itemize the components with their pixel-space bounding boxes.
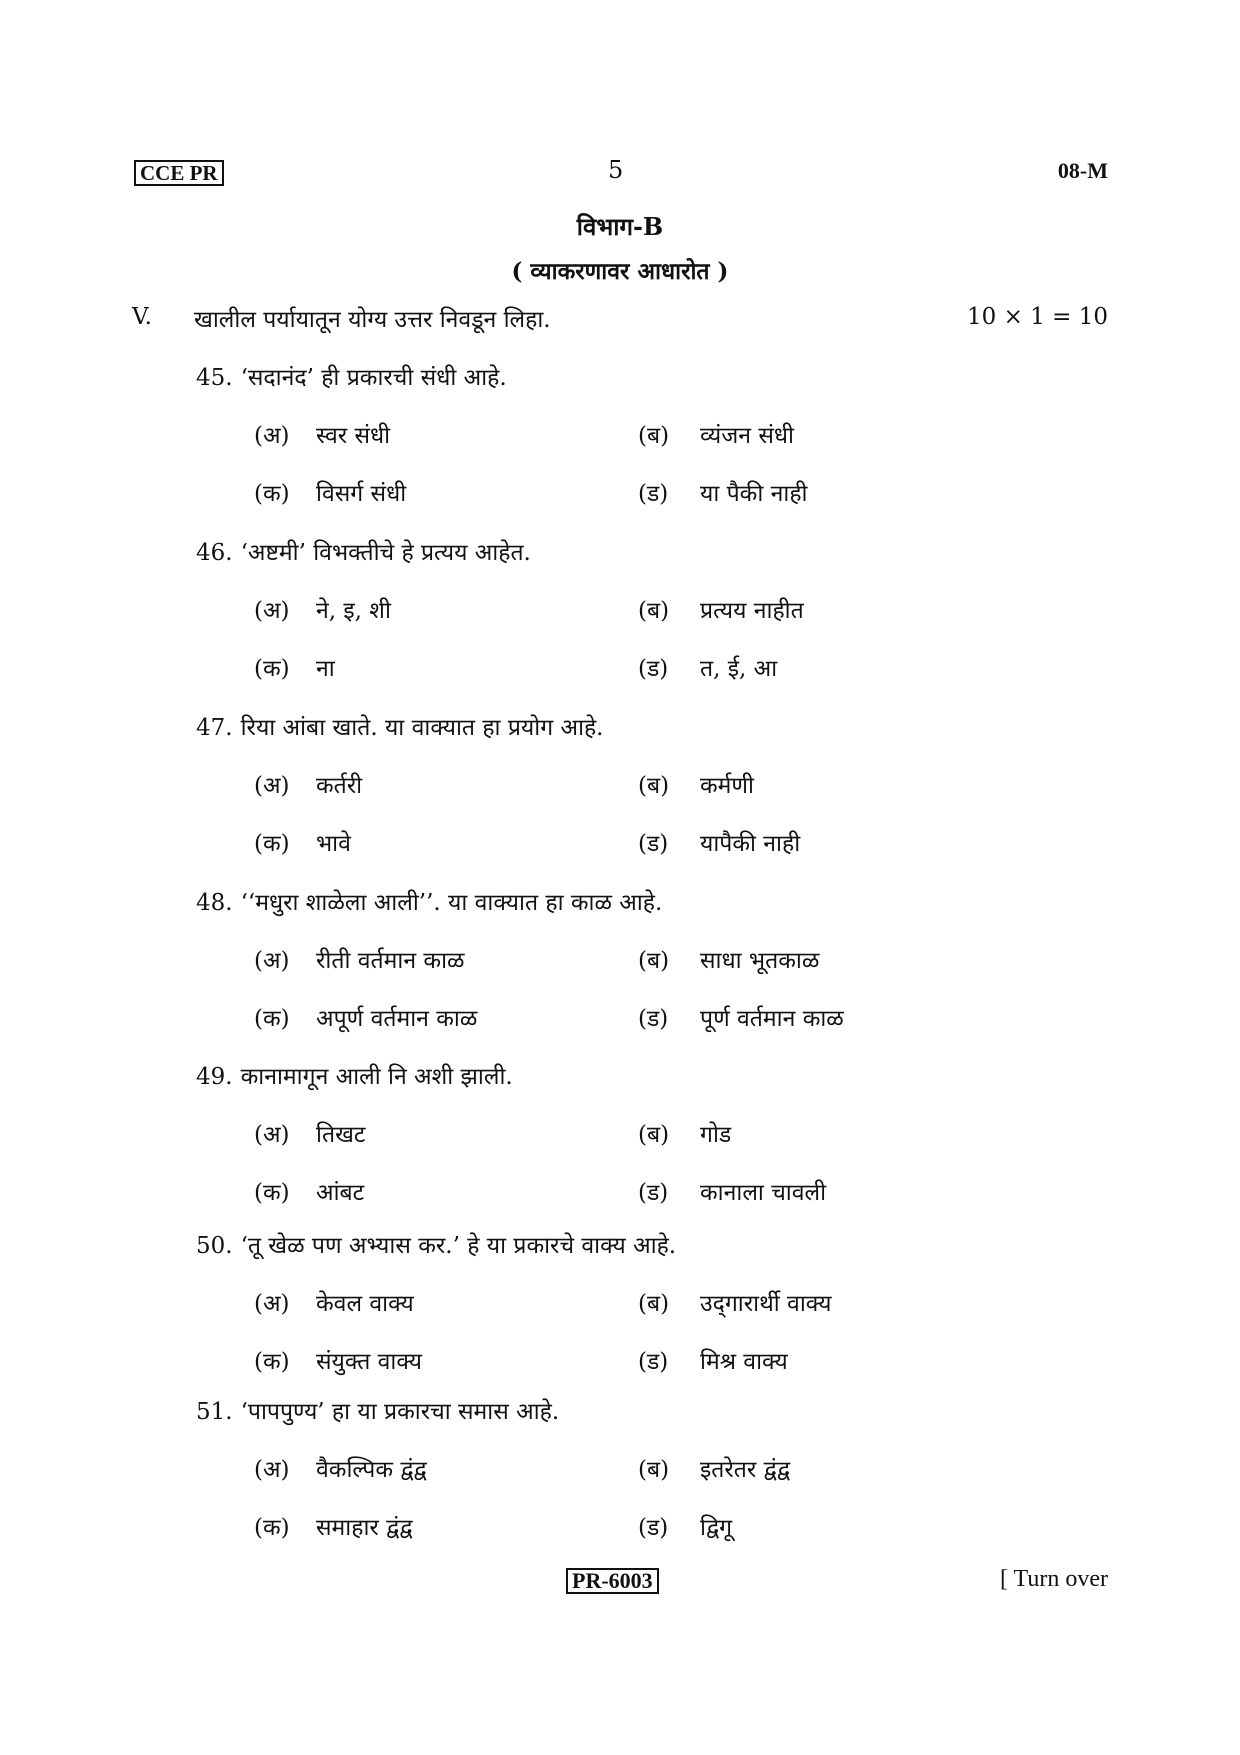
option-label: (ड) — [638, 481, 669, 507]
question-50 — [0, 1228, 1240, 1398]
option-text: द्विगू — [700, 1515, 733, 1541]
option-a — [254, 1452, 427, 1484]
option-label: (अ) — [254, 948, 290, 974]
option-label: (ड) — [638, 1006, 669, 1032]
option-c — [254, 1344, 422, 1376]
option-text: विसर्ग संधी — [316, 481, 407, 507]
option-c — [254, 651, 335, 683]
question-49 — [0, 1059, 1240, 1229]
option-text: भावे — [316, 831, 351, 857]
option-b — [638, 943, 819, 975]
option-d — [638, 1510, 732, 1542]
option-c — [254, 476, 406, 508]
option-c — [254, 1001, 477, 1033]
question-48 — [0, 885, 1240, 1055]
option-label: (अ) — [254, 1291, 290, 1317]
option-text: तिखट — [316, 1122, 366, 1148]
option-text: कर्मणी — [700, 773, 755, 799]
option-label: (ब) — [638, 1457, 670, 1483]
option-label: (ड) — [638, 1180, 669, 1206]
option-text: यापैकी नाही — [700, 831, 801, 857]
option-text: ने, इ, शी — [316, 598, 391, 624]
option-text: वैकल्पिक द्वंद्व — [316, 1457, 427, 1483]
option-label: (ब) — [638, 423, 670, 449]
option-d — [638, 1001, 844, 1033]
header-right-code: 08-M — [1057, 158, 1108, 183]
option-text: व्यंजन संधी — [700, 423, 794, 449]
option-label: (अ) — [254, 773, 290, 799]
question-number: 48. — [196, 890, 233, 916]
option-label: (अ) — [254, 598, 290, 624]
section-title: विभाग-B — [576, 212, 664, 241]
question-46 — [0, 535, 1240, 705]
option-label: (अ) — [254, 1122, 290, 1148]
option-c — [254, 826, 351, 858]
question-45 — [0, 360, 1240, 530]
section-subtitle: ( व्याकरणावर आधारोत ) — [511, 258, 729, 285]
option-a — [254, 1117, 365, 1149]
option-label: (ड) — [638, 1349, 669, 1375]
question-text: ‘पापपुण्य’ हा या प्रकारचा समास आहे. — [240, 1399, 560, 1425]
option-text: केवल वाक्य — [316, 1291, 414, 1317]
option-b — [638, 1286, 831, 1318]
option-b — [638, 1452, 790, 1484]
option-label: (क) — [254, 656, 290, 682]
option-label: (क) — [254, 831, 290, 857]
option-text: साधा भूतकाळ — [700, 948, 820, 974]
option-label: (ब) — [638, 773, 670, 799]
option-d — [638, 476, 808, 508]
option-a — [254, 418, 390, 450]
option-label: (ब) — [638, 1291, 670, 1317]
question-text: ‘सदानंद’ ही प्रकारची संधी आहे. — [240, 365, 507, 391]
option-label: (ब) — [638, 598, 670, 624]
option-label: (क) — [254, 1515, 290, 1541]
option-d — [638, 1175, 826, 1207]
option-a — [254, 943, 465, 975]
part-instruction: खालील पर्यायातून योग्य उत्तर निवडून लिहा. — [194, 307, 551, 333]
question-text: रिया आंबा खाते. या वाक्यात हा प्रयोग आहे. — [240, 715, 604, 741]
option-text: मिश्र वाक्य — [700, 1349, 788, 1375]
option-c — [254, 1175, 364, 1207]
option-text: या पैकी नाही — [700, 481, 808, 507]
option-text: पूर्ण वर्तमान काळ — [700, 1006, 844, 1032]
option-text: उद्‌गारार्थी वाक्य — [700, 1291, 832, 1317]
option-text: संयुक्त वाक्य — [316, 1349, 423, 1375]
part-roman-numeral: V. — [132, 304, 152, 330]
option-label: (क) — [254, 1349, 290, 1375]
question-number: 46. — [196, 540, 233, 566]
footer-paper-code: PR-6003 — [566, 1568, 659, 1594]
question-stem — [196, 710, 604, 742]
option-text: त, ई, आ — [700, 656, 778, 682]
question-number: 50. — [196, 1233, 233, 1259]
option-text: रीती वर्तमान काळ — [316, 948, 465, 974]
option-a — [254, 1286, 414, 1318]
option-text: समाहार द्वंद्व — [316, 1515, 413, 1541]
option-b — [638, 768, 754, 800]
question-51 — [0, 1394, 1240, 1564]
option-text: कर्तरी — [316, 773, 363, 799]
option-label: (क) — [254, 1180, 290, 1206]
option-text: गोड — [700, 1122, 732, 1148]
option-text: अपूर्ण वर्तमान काळ — [316, 1006, 478, 1032]
option-text: प्रत्यय नाहीत — [700, 598, 804, 624]
part-marks: 10 × 1 = 10 — [967, 304, 1108, 330]
option-text: इतरेतर द्वंद्व — [700, 1457, 791, 1483]
header-left-code: CCE PR — [134, 160, 224, 186]
option-d — [638, 826, 800, 858]
turn-over-note: [ Turn over — [999, 1566, 1108, 1592]
option-c — [254, 1510, 413, 1542]
option-b — [638, 593, 804, 625]
question-text: ‘‘मधुरा शाळेला आली’’. या वाक्यात हा काळ आहे. — [240, 890, 663, 916]
question-text: कानामागून आली नि अशी झाली. — [240, 1064, 513, 1090]
question-number: 51. — [196, 1399, 233, 1425]
question-stem — [196, 535, 531, 567]
option-label: (ड) — [638, 1515, 669, 1541]
question-stem — [196, 360, 507, 392]
question-number: 49. — [196, 1064, 233, 1090]
option-text: ना — [316, 656, 335, 682]
option-a — [254, 593, 391, 625]
question-stem — [196, 1394, 559, 1426]
page-number: 5 — [608, 156, 624, 184]
option-d — [638, 651, 777, 683]
option-label: (क) — [254, 1006, 290, 1032]
option-label: (क) — [254, 481, 290, 507]
question-47 — [0, 710, 1240, 880]
option-label: (ड) — [638, 831, 669, 857]
option-text: आंबट — [316, 1180, 365, 1206]
question-stem — [196, 1228, 676, 1260]
question-stem — [196, 1059, 513, 1091]
option-d — [638, 1344, 788, 1376]
question-number: 45. — [196, 365, 233, 391]
option-label: (अ) — [254, 423, 290, 449]
option-label: (अ) — [254, 1457, 290, 1483]
question-number: 47. — [196, 715, 233, 741]
option-text: कानाला चावली — [700, 1180, 827, 1206]
option-label: (ड) — [638, 656, 669, 682]
option-b — [638, 418, 794, 450]
option-b — [638, 1117, 731, 1149]
option-text: स्वर संधी — [316, 423, 391, 449]
option-label: (ब) — [638, 948, 670, 974]
question-text: ‘अष्टमी’ विभक्तीचे हे प्रत्यय आहेत. — [240, 540, 531, 566]
option-label: (ब) — [638, 1122, 670, 1148]
question-stem — [196, 885, 662, 917]
option-a — [254, 768, 362, 800]
question-text: ‘तू खेळ पण अभ्यास कर.’ हे या प्रकारचे वाक्य आहे. — [240, 1233, 677, 1259]
